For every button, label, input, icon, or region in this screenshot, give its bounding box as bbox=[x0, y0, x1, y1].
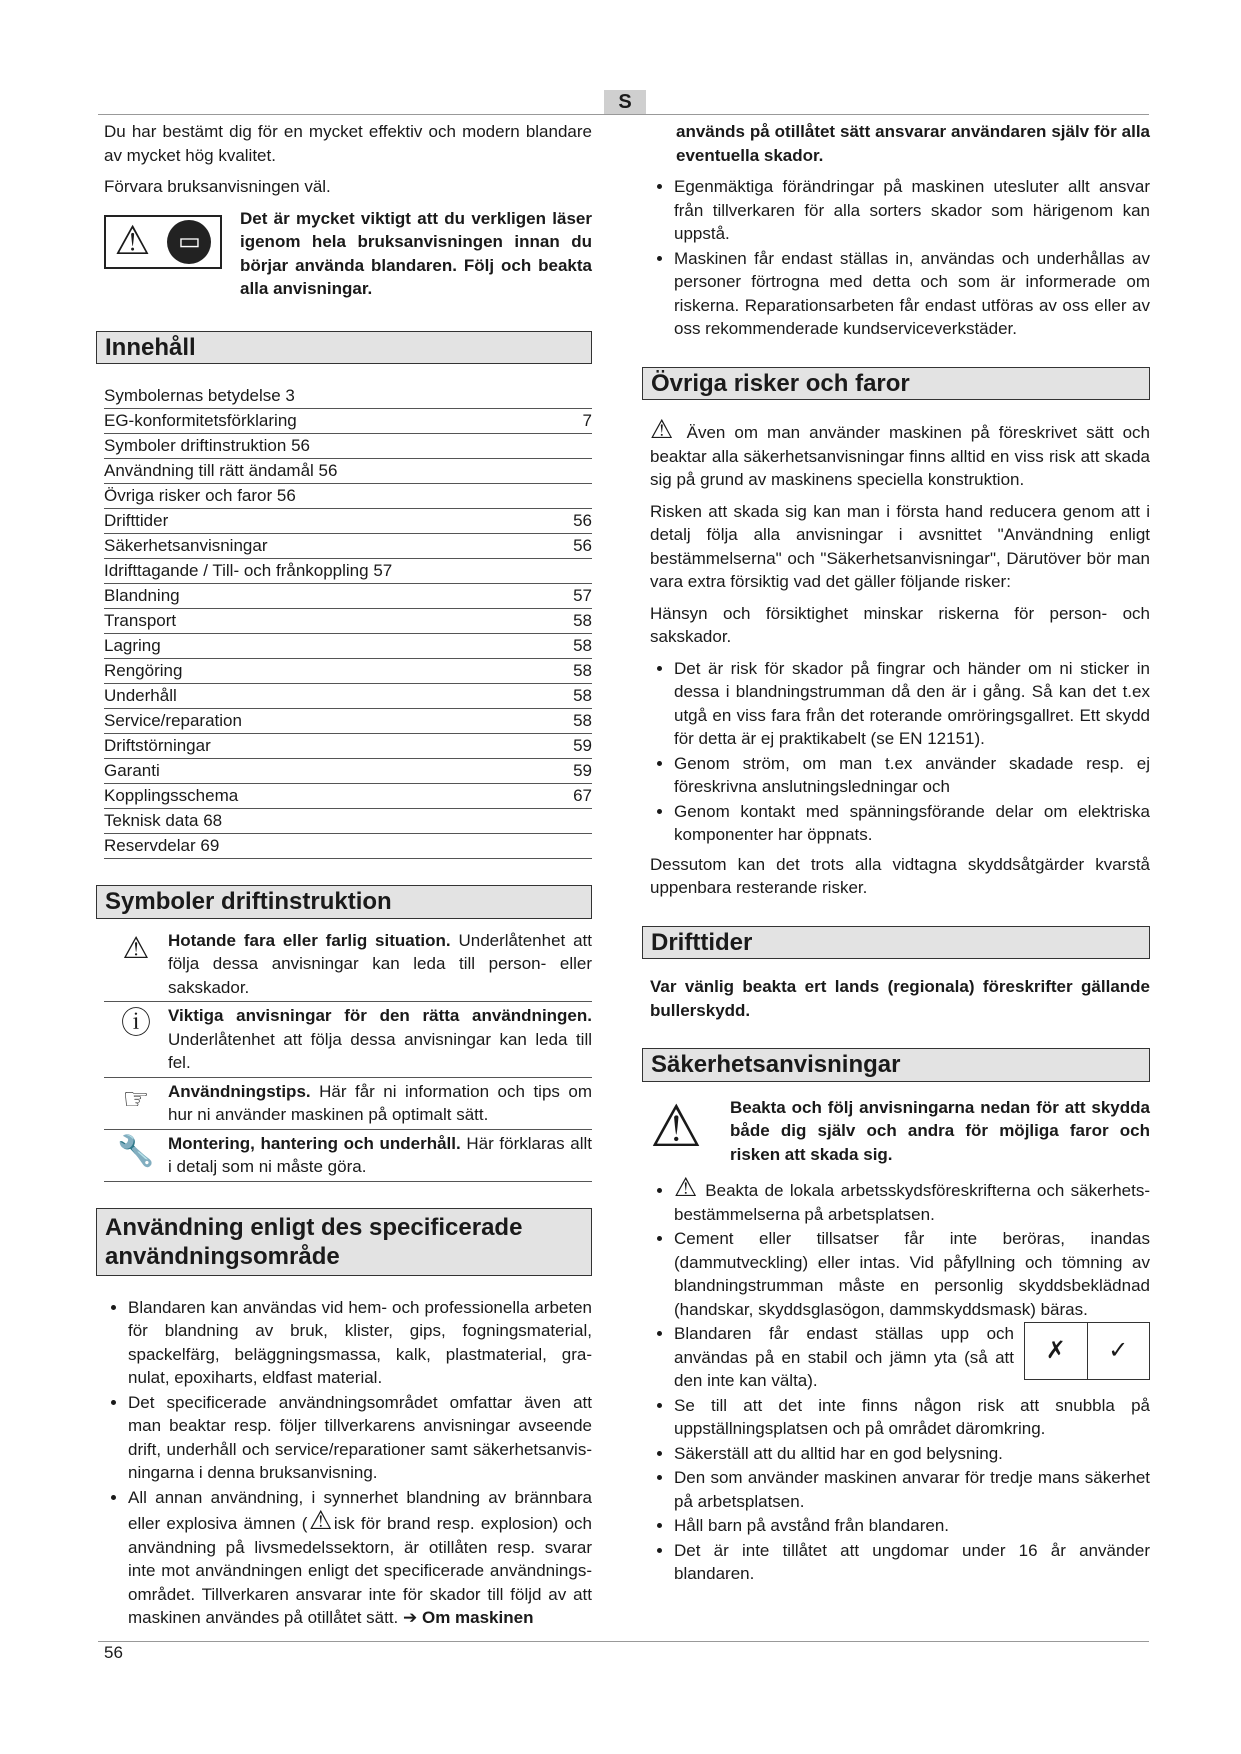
safety-warning-block bbox=[650, 1093, 1150, 1167]
toc-label: Övriga risker och faror 56 bbox=[104, 486, 296, 505]
safety-item: • Det är inte tillåtet att ungdomar under 16 år använder blandaren. bbox=[674, 1539, 1150, 1586]
toc-row bbox=[104, 834, 592, 859]
toc-label: Symboler driftinstruktion 56 bbox=[104, 436, 310, 455]
toc-label: Underhåll bbox=[104, 686, 177, 705]
symbol-description: Viktiga anvisningar för den rätta användningen. Underlåtenhet att följa dessa anvisningar kan leda till fel. bbox=[168, 1006, 592, 1072]
symbol-row bbox=[104, 1130, 592, 1182]
safety-item: • Cement eller tillsatser får inte beröras, inandas (dammutveckling) eller intas. Vid påfyllning och tömning av blandningstrumman måste en personlig skyddsbeklädnad (handskar, skyddsglasögon, dammskyddsmask) bäras. bbox=[674, 1227, 1150, 1321]
risk-item: • Det är risk för skador på fingrar och händer om ni sticker in dessa i blandningstrumman då den är i gång. Så kan det t.ex utgå en viss fara från det roterande omröringsgallret. Ett skydd för detta är ej praktikabelt (se EN 12151). bbox=[674, 657, 1150, 751]
arrow-right-icon: ➔ bbox=[403, 1608, 422, 1627]
risks-heading: Övriga risker och faror bbox=[642, 367, 1150, 401]
book-icon: ▭ bbox=[167, 220, 211, 264]
toc-page: 56 bbox=[573, 536, 592, 555]
symbol-row bbox=[104, 1078, 592, 1130]
toc-label: Rengöring bbox=[104, 661, 183, 680]
toc-label: Driftstörningar bbox=[104, 736, 211, 755]
intro-warning-text: Det är mycket viktigt att du verkligen läser igenom hela bruksanvisningen innan du börjar använda blandaren. Följ och beakta alla anvisningar. bbox=[240, 208, 592, 298]
toc-row bbox=[104, 584, 592, 609]
symbols-list bbox=[104, 927, 592, 1182]
toc-row bbox=[104, 534, 592, 559]
toc-page: 58 bbox=[573, 711, 592, 730]
toc-label: Kopplingsschema bbox=[104, 786, 239, 805]
toc-label: Transport bbox=[104, 611, 177, 630]
warning-triangle-icon: ⚠ bbox=[674, 1172, 699, 1202]
toc-label: Säkerhetsanvisningar bbox=[104, 536, 268, 555]
toc-row bbox=[104, 459, 592, 484]
usage-item: • All annan användning, i synnerhet blandning av brännbara eller explosiva ämnen (⚠isk för brand resp. explosion) och användning på livsmedelssektorn, är otillåten resp. svarar inte mot användningen enligt det specificerade användnings-området. Tillverkaren ansvarar inte för skador till följd av att maskinen användes på otillåtet sätt. ➔ Om maskinen bbox=[128, 1486, 592, 1630]
table-of-contents bbox=[104, 384, 592, 859]
times-heading: Drifttider bbox=[642, 926, 1150, 960]
safety-item: • Den som använder maskinen anvarar för tredje mans säkerhet på arbetsplatsen. bbox=[674, 1466, 1150, 1513]
info-icon: ⓘ bbox=[121, 1007, 151, 1040]
warning-triangle-icon: ⚠ bbox=[650, 1093, 702, 1159]
usage-list bbox=[104, 1296, 592, 1630]
intro-warning-block bbox=[104, 207, 592, 301]
toc-row bbox=[104, 784, 592, 809]
safety-heading: Säkerhetsanvisningar bbox=[642, 1048, 1150, 1082]
top-rule bbox=[98, 114, 1149, 115]
stability-pictograms bbox=[1024, 1322, 1150, 1380]
warning-triangle-icon: ⚠ bbox=[122, 931, 150, 965]
toc-label: Idrifttagande / Till- och frånkoppling 57 bbox=[104, 561, 393, 580]
toc-page: 59 bbox=[573, 736, 592, 755]
toc-row bbox=[104, 684, 592, 709]
toc-row bbox=[104, 659, 592, 684]
usage-item: • Det specificerade användningsområdet omfattar även att man beaktar resp. följer tillverkarens anvisningar avseende drift, underhåll och service/reparationer samt säkerhetsanvis-ningarna i denna bruksanvisning. bbox=[128, 1391, 592, 1485]
toc-label: Garanti bbox=[104, 761, 160, 780]
toc-row bbox=[104, 434, 592, 459]
toc-label: Blandning bbox=[104, 586, 180, 605]
toc-row bbox=[104, 609, 592, 634]
toc-row bbox=[104, 809, 592, 834]
warning-triangle-icon: ⚠ bbox=[307, 1505, 334, 1535]
read-manual-icons bbox=[104, 207, 222, 301]
toc-page: 67 bbox=[573, 786, 592, 805]
bottom-rule bbox=[98, 1641, 1149, 1642]
toc-page: 58 bbox=[573, 636, 592, 655]
safety-item: • Se till att det inte finns någon risk att snubbla på uppställningsplatsen och på området däromkring. bbox=[674, 1394, 1150, 1441]
toc-row bbox=[104, 484, 592, 509]
continued-item: • Egenmäktiga förändringar på maskinen utesluter allt ansvar från tillverkaren för alla sorters skador som härigenom kan uppstå. bbox=[674, 175, 1150, 246]
toc-row bbox=[104, 634, 592, 659]
toc-row bbox=[104, 384, 592, 409]
warning-triangle-icon: ⚠ bbox=[650, 414, 678, 444]
symbol-row bbox=[104, 1002, 592, 1078]
toc-label: Service/reparation bbox=[104, 711, 242, 730]
toc-row bbox=[104, 509, 592, 534]
toc-row bbox=[104, 734, 592, 759]
usage-item: • Blandaren kan användas vid hem- och professionella arbeten för blandning av bruk, klister, gips, fogningsmaterial, spackelfärg, beläggningsmassa, kalk, plastmaterial, gra-nulat, epoxiharts, eldfast material. bbox=[128, 1296, 592, 1390]
risks-paragraph: ⚠ Även om man använder maskinen på föreskrivet sätt och beaktar alla säkerhetsanvisningar finns alltid en viss risk att skada sig på grund av maskinens speciella konstruktion. bbox=[650, 414, 1150, 489]
risk-item: • Genom ström, om man t.ex använder skadade resp. ej föreskrivna anslutningsledningar och bbox=[674, 752, 1150, 799]
wrench-icon: 🔧 bbox=[117, 1134, 155, 1168]
toc-label: EG-konformitetsförklaring bbox=[104, 411, 297, 430]
right-column bbox=[650, 120, 1150, 1587]
toc-label: Drifttider bbox=[104, 511, 169, 530]
toc-label: Lagring bbox=[104, 636, 161, 655]
toc-page: 56 bbox=[573, 511, 592, 530]
continued-item: • Maskinen får endast ställas in, användas och underhållas av personer förtrogna med detta och som är informerade om riskerna. Reparationsarbeten får endast utföras av oss eller av oss rekommenderade kundserviceverkstäder. bbox=[674, 247, 1150, 341]
symbol-description: Hotande fara eller farlig situation. Underlåtenhet att följa dessa anvisningar kan leda till person- eller sakskador. bbox=[168, 930, 592, 997]
risk-item: • Genom kontakt med spänningsförande delar om elektriska komponenter har öppnats. bbox=[674, 800, 1150, 847]
risks-paragraph: Risken att skada sig kan man i första hand reducera genom att i detalj följa alla anvisningar i avsnittet "Användning enligt bestämmelserna" och "Säkerhetsanvisningar", Därutöver bör man vara extra försiktig vad det gäller följande risker: bbox=[650, 501, 1150, 591]
warning-triangle-icon: ⚠ bbox=[114, 218, 151, 263]
continued-bold: används på otillåtet sätt ansvarar användaren själv för alla eventuella skador. bbox=[676, 122, 1150, 165]
usage-heading: Användning enligt des specificerade användningsområde bbox=[96, 1208, 592, 1276]
toc-row bbox=[104, 709, 592, 734]
toc-page: 58 bbox=[573, 686, 592, 705]
toc-label: Teknisk data 68 bbox=[104, 811, 223, 830]
toc-label: Reservdelar 69 bbox=[104, 836, 220, 855]
toc-page: 58 bbox=[573, 661, 592, 680]
intro-keep-manual: Förvara bruksanvisningen väl. bbox=[104, 177, 331, 196]
left-column bbox=[104, 120, 592, 1631]
risks-paragraph: Hänsyn och försiktighet minskar riskerna för person- och sakskador. bbox=[650, 603, 1150, 646]
symbol-row bbox=[104, 927, 592, 1003]
safety-item: • ✗ ✓ Blandaren får endast ställas upp och användas på en stabil och jämn yta (så att den inte kan välta). bbox=[674, 1322, 1150, 1393]
toc-label: Användning till rätt ändamål 56 bbox=[104, 461, 338, 480]
continued-list bbox=[650, 175, 1150, 341]
language-badge: S bbox=[604, 90, 646, 114]
mixer-stable-icon: ✓ bbox=[1087, 1323, 1150, 1379]
safety-list bbox=[650, 1172, 1150, 1586]
toc-row bbox=[104, 559, 592, 584]
safety-item: • ⚠ Beakta de lokala arbetsskydsföreskrifterna och säkerhets-bestämmelserna på arbetsplatsen. bbox=[674, 1176, 1150, 1226]
toc-page: 59 bbox=[573, 761, 592, 780]
toc-page: 7 bbox=[582, 411, 592, 430]
symbol-description: Användningstips. Här får ni information och tips om hur ni använder maskinen på optimalt sätt. bbox=[168, 1081, 592, 1124]
toc-row bbox=[104, 759, 592, 784]
risks-list bbox=[650, 657, 1150, 847]
intro-paragraph: Du har bestämt dig för en mycket effektiv och modern blandare av mycket hög kvalitet. bbox=[104, 122, 592, 165]
toc-page: 57 bbox=[573, 586, 592, 605]
pointing-hand-icon: ☞ bbox=[122, 1082, 150, 1116]
symbols-heading: Symboler driftinstruktion bbox=[96, 885, 592, 919]
risks-paragraph: Dessutom kan det trots alla vidtagna skyddsåtgärder kvarstå uppenbara resterande risker. bbox=[650, 854, 1150, 897]
page-number: 56 bbox=[104, 1643, 123, 1662]
toc-heading: Innehåll bbox=[96, 331, 592, 365]
mixer-tipping-icon: • ✗ bbox=[1045, 1337, 1066, 1364]
toc-row bbox=[104, 409, 592, 434]
safety-item: • Säkerställ att du alltid har en god belysning. bbox=[674, 1442, 1150, 1466]
times-text: Var vänlig beakta ert lands (regionala) föreskrifter gällande bullerskydd. bbox=[650, 977, 1150, 1020]
safety-warning-text: Beakta och följ anvisningarna nedan för att skydda både dig själv och andra för möjliga faror och risken att skada sig. bbox=[730, 1097, 1150, 1164]
safety-item: • Håll barn på avstånd från blandaren. bbox=[674, 1514, 1150, 1538]
toc-page: 58 bbox=[573, 611, 592, 630]
toc-label: Symbolernas betydelse 3 bbox=[104, 386, 295, 405]
symbol-description: Montering, hantering och underhåll. Här förklaras allt i detalj som ni måste göra. bbox=[168, 1133, 592, 1176]
